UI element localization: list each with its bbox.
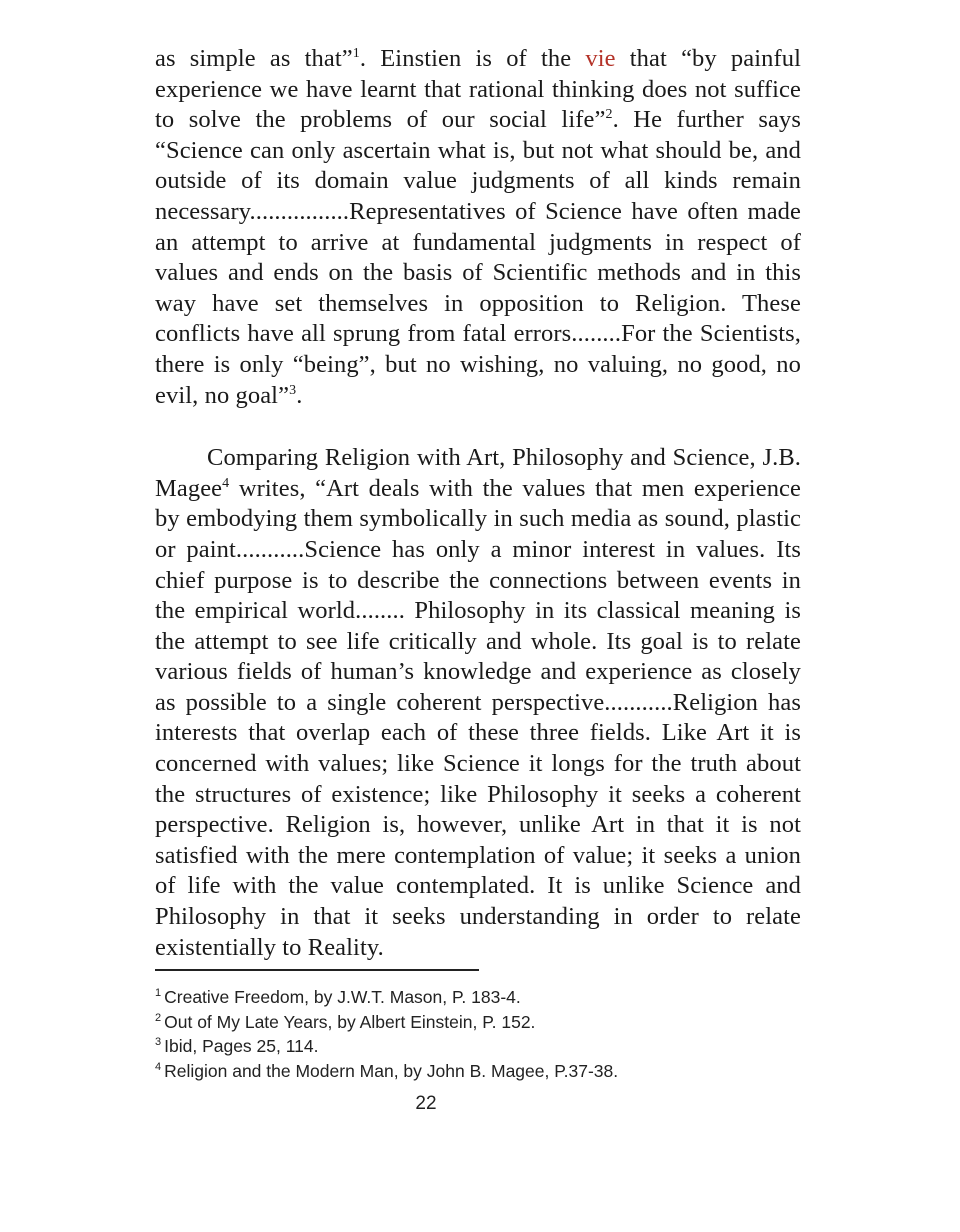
body-text bbox=[155, 44, 801, 963]
footnote-ref-2: 2 bbox=[605, 107, 613, 123]
document-page bbox=[155, 44, 801, 1115]
footnote-text: Out of My Late Years, by Albert Einstein, P. 152. bbox=[164, 1011, 536, 1032]
footnote-number: 3 bbox=[155, 1036, 162, 1049]
footnote-2 bbox=[155, 1010, 801, 1035]
paragraph-2 bbox=[155, 443, 801, 963]
footnote-ref-1: 1 bbox=[352, 45, 360, 61]
footnote-number: 2 bbox=[155, 1011, 162, 1024]
footnote-number: 4 bbox=[155, 1060, 162, 1073]
footnote-text: Creative Freedom, by J.W.T. Mason, P. 183-4. bbox=[164, 987, 521, 1008]
footnotes bbox=[155, 985, 801, 1083]
paragraph-2-text-b: writes, “Art deals with the values that men experience by embodying them symbolically in such media as sound, plastic or paint...........Science has only a minor interest in values. Its chief purpose is to describe the connections between events in the empirical world........ Philosophy in its classical meaning is the attempt to see life critically and whole. Its goal is to relate various fields of human’s knowledge and experience as closely as possible to a single coherent perspective...........Religion has interests that overlap each of these three fields. Like Art it is concerned with values; like Science it longs for the truth about the structures of existence; like Philosophy it seeks a coherent perspective. Religion is, however, unlike Art in that it is not satisfied with the mere contemplation of value; it seeks a union of life with the value contemplated. It is unlike Science and Philosophy in that it seeks understanding in order to relate existentially to Reality. bbox=[155, 474, 801, 961]
paragraph-1 bbox=[155, 44, 801, 411]
footnote-ref-3: 3 bbox=[289, 382, 297, 398]
footnote-divider bbox=[155, 969, 479, 971]
paragraph-1-text-b: . Einstien is of the bbox=[359, 45, 586, 72]
footnote-3 bbox=[155, 1034, 801, 1059]
footnote-ref-4: 4 bbox=[222, 475, 230, 491]
paragraph-1-text-a: as simple as that” bbox=[155, 45, 353, 72]
paragraph-2-text-a: Comparing Religion with Art, Philosophy and Science, J.B. Magee bbox=[155, 444, 801, 502]
annotation-red-text: vie bbox=[585, 45, 616, 72]
footnote-1 bbox=[155, 985, 801, 1010]
page-number-container bbox=[155, 1093, 801, 1115]
footnote-4 bbox=[155, 1059, 801, 1084]
footnote-number: 1 bbox=[155, 987, 162, 1000]
paragraph-1-text-d: . He further says “Science can only ascertain what is, but not what should be, and outside of its domain value judgments of all kinds remain necessary................Representatives of Science have often made an attempt to arrive at fundamental judgments in respect of values and ends on the basis of Scientific methods and in this way have set themselves in opposition to Religion. These conflicts have all sprung from fatal errors........For the Scientists, there is only “being”, but no wishing, no valuing, no good, no evil, no goal” bbox=[155, 106, 801, 409]
footnote-text: Religion and the Modern Man, by John B. Magee, P.37-38. bbox=[164, 1060, 619, 1081]
paragraph-1-text-c: that “by painful experience we have learnt that rational thinking does not suffice to solve the problems of our social life” bbox=[155, 45, 802, 134]
page-number: 22 bbox=[415, 1093, 437, 1115]
footnote-text: Ibid, Pages 25, 114. bbox=[164, 1036, 319, 1057]
paragraph-1-text-e: . bbox=[296, 381, 303, 409]
